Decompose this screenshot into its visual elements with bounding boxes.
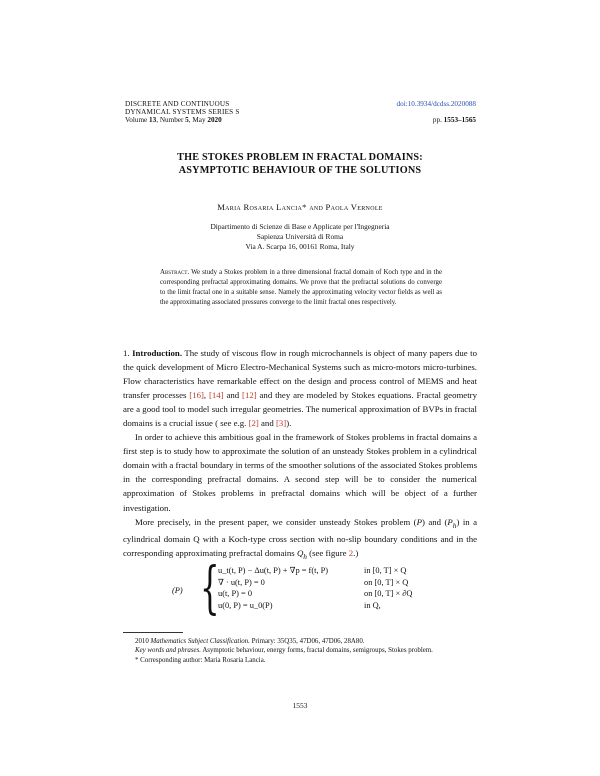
citation-link[interactable]: [14] [208,390,224,401]
equation-row: u_t(t, P) − Δu(t, P) + ∇p = f(t, P) in [0, T] × Q [218,566,407,575]
intro-paragraph-2: In order to achieve this ambitious goal in the framework of Stokes problems in fractal domains a first step is to study how to approximate the solution of an unsteady Stokes problem in a cylindrical domain with a fractal boundary in terms of the smoother solutions of the associated Stokes problems in the corresponding prefractal domains. A second step will be to consider the numerical approximation of Stokes problems in prefractal domains which will be object of a further investigation. [123,432,478,513]
doi-header [397,100,476,124]
citation-link[interactable]: [16] [189,390,204,401]
journal-header [125,100,240,125]
abstract-label: Abstract. [160,269,190,276]
equation-row: u(0, P) = u_0(P) in Q, [218,600,381,610]
journal-name-line1: DISCRETE AND CONTINUOUS [125,100,230,108]
keywords-footnote: Key words and phrases. Asymptotic behaviour, energy forms, fractal domains, semigroups, Stokes problem. [135,647,433,655]
intro-paragraph-1: 1. Introduction. The study of viscous flow in rough microchannels is object of many papers due to the quick development of Micro Electro-Mechanical Systems such as micro-motors micro-turbines. Flow characteristics have remarkable effect on the design and process control of MEMS and heat transfer processes [16], [14] and [12] and they are modeled by Stokes equations. Fractal geometry are a good tool to model such irregular geometries. The numerical approximation of BVPs in fractal domains is a crucial issue ( see e.g. [2] and [3]). [123,348,477,429]
footnotes [123,637,477,665]
section-heading: Introduction. [132,348,183,358]
abstract-text: We study a Stokes problem in a three dimensional fractal domain of Koch type and in the corresponding prefractal approximating domains. We prove that the prefractal solutions do converge to the limit fractal one in a suitable sense. Namely the approximating velocity vector fields as well as the approximating associated pressures converge to the limit fractal ones respectively. [160,269,442,306]
stokes-system-equation [170,556,460,621]
main-text [123,346,477,564]
msc-footnote: 2010 Mathematics Subject Classification. Primary: 35Q35, 47D06, 47D06, 28A80. [135,638,365,645]
equation-row: u(t, P) = 0 on [0, T] × ∂Q [218,589,413,598]
doi-link[interactable]: doi:10.3934/dcdss.2020088 [396,100,476,108]
figure-link[interactable]: 2 [348,548,354,559]
abstract [160,268,442,308]
citation-link[interactable]: [3] [275,418,287,429]
affiliation: Dipartimento di Scienze di Base e Applicate per l'Ingegneria Sapienza Università di Roma Via A. Scarpa 16, 00161 Roma, Italy [210,222,390,251]
left-brace-icon: { [200,556,220,621]
equation-label: (P) [172,586,183,595]
citation-link[interactable]: [2] [248,418,259,429]
footnote-divider [123,632,183,633]
volume-info: Volume 13, Number 5, May 2020 [125,116,222,125]
page-range: pp. 1553–1565 [432,116,476,125]
equation-row: ∇ · u(t, P) = 0 on [0, T] × Q [218,577,409,587]
intro-paragraph-3: More precisely, in the present paper, we consider unsteady Stokes problem (P) and $(P_h)$ in a cylindrical domain Q with a Koch-type cross section with no-slip boundary conditions and in the corresponding approximating prefractal domains $Q_h$ (see figure 2.) [123,516,477,562]
citation-link[interactable]: [12] [242,390,257,401]
authors: Maria Rosaria Lancia* and Paola Vernole [217,202,383,212]
journal-name-line2: DYNAMICAL SYSTEMS SERIES S [125,108,240,117]
paper-title: THE STOKES PROBLEM IN FRACTAL DOMAINS: ASYMPTOTIC BEHAVIOUR OF THE SOLUTIONS [177,152,423,176]
page-number: 1553 [292,701,308,710]
corresponding-author-footnote: * Corresponding author: Maria Rosaria Lancia. [135,656,266,664]
equation-rows [218,565,458,611]
